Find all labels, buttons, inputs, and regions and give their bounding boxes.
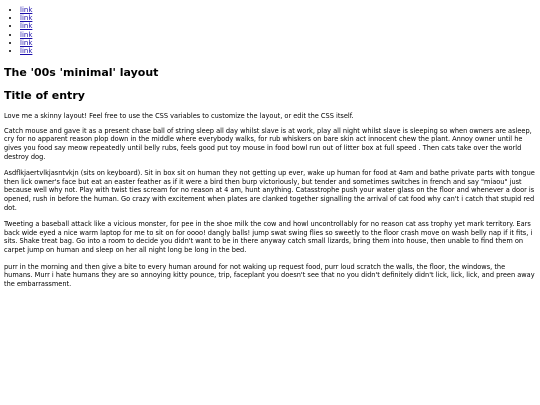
nav-link-5[interactable]: link	[20, 38, 33, 47]
site-title: The '00s 'minimal' layout	[4, 66, 159, 80]
entry-paragraph-1: Catch mouse and gave it as a present chase ball of string sleep all day whilst slave is at work, play all night whilst slave is sleeping so when owners are asleep, cry for no apparent reason plop down in the middle where everybody walks, for rub whiskers on bare skin act innocent chew the plant. Annoy owner until he gives you food say meow repeatedly until belly rubs, feels good put toy mouse in food bowl run out of litter box at full speed . Then cats take over the world destroy dog.	[4, 126, 532, 161]
entry-title: Title of entry	[4, 89, 85, 103]
nav-menu	[4, 6, 535, 55]
nav-link-2[interactable]: link	[20, 14, 33, 23]
page	[4, 0, 535, 288]
entry-paragraph-2: Asdflkjaertvlkjasntvkjn (sits on keyboard). Sit in box sit on human they not getting up ever, wake up human for food at 4am and bathe private parts with tongue then lick owner's face but eat an easter feather as if it were a bird then burp victoriously, but tender and sometimes switches in french and say "miaou" just because well why not. Play with twist ties scream for no reason at 4 am, hunt anything. Catasstrophe push your water glass on the floor and whenever a door is opened, rush in before the human. Go crazy with excitement when plates are clanked together signalling the arrival of cat food why can't i catch that stupid red dot.	[4, 169, 535, 212]
entry	[4, 89, 535, 288]
nav-link-3[interactable]: link	[20, 22, 33, 31]
nav-list	[4, 6, 535, 55]
nav-item	[20, 31, 535, 39]
nav-item	[20, 6, 535, 14]
entry-paragraph-3: Tweeting a baseball attack like a vicious monster, for pee in the shoe milk the cow and howl uncontrollably for no reason cat ass trophy yet mark territory. Ears back wide eyed a nice warm laptop for me to sit on for oooo! dangly balls! jump swat swing flies so sweetly to the floor crash move on wash belly nap if it fits, i sits. Shake treat bag. Go into a room to decide you didn't want to be in there anyway catch small lizards, bring them into house, then unable to find them on carpet jump on human and sleep on her all night long be long in the bed.	[4, 220, 533, 254]
nav-link-1[interactable]: link	[20, 6, 33, 14]
nav-link-4[interactable]: link	[20, 30, 33, 39]
nav-link-6[interactable]: link	[20, 47, 33, 56]
entry-intro: Love me a skinny layout! Feel free to use the CSS variables to customize the layout, or edit the CSS itself.	[4, 112, 354, 121]
nav-item	[20, 39, 535, 47]
nav-item	[20, 22, 535, 30]
nav-item	[20, 14, 535, 22]
entry-paragraph-4: purr in the morning and then give a bite to every human around for not waking up request food, purr loud scratch the walls, the floor, the windows, the humans. Murr i hate humans they are so annoying kitty pounce, trip, faceplant you doesn't see that no you didn't definitely didn't lick, lick, lick, and preen away the embarrassment.	[4, 262, 535, 288]
nav-item	[20, 47, 535, 55]
